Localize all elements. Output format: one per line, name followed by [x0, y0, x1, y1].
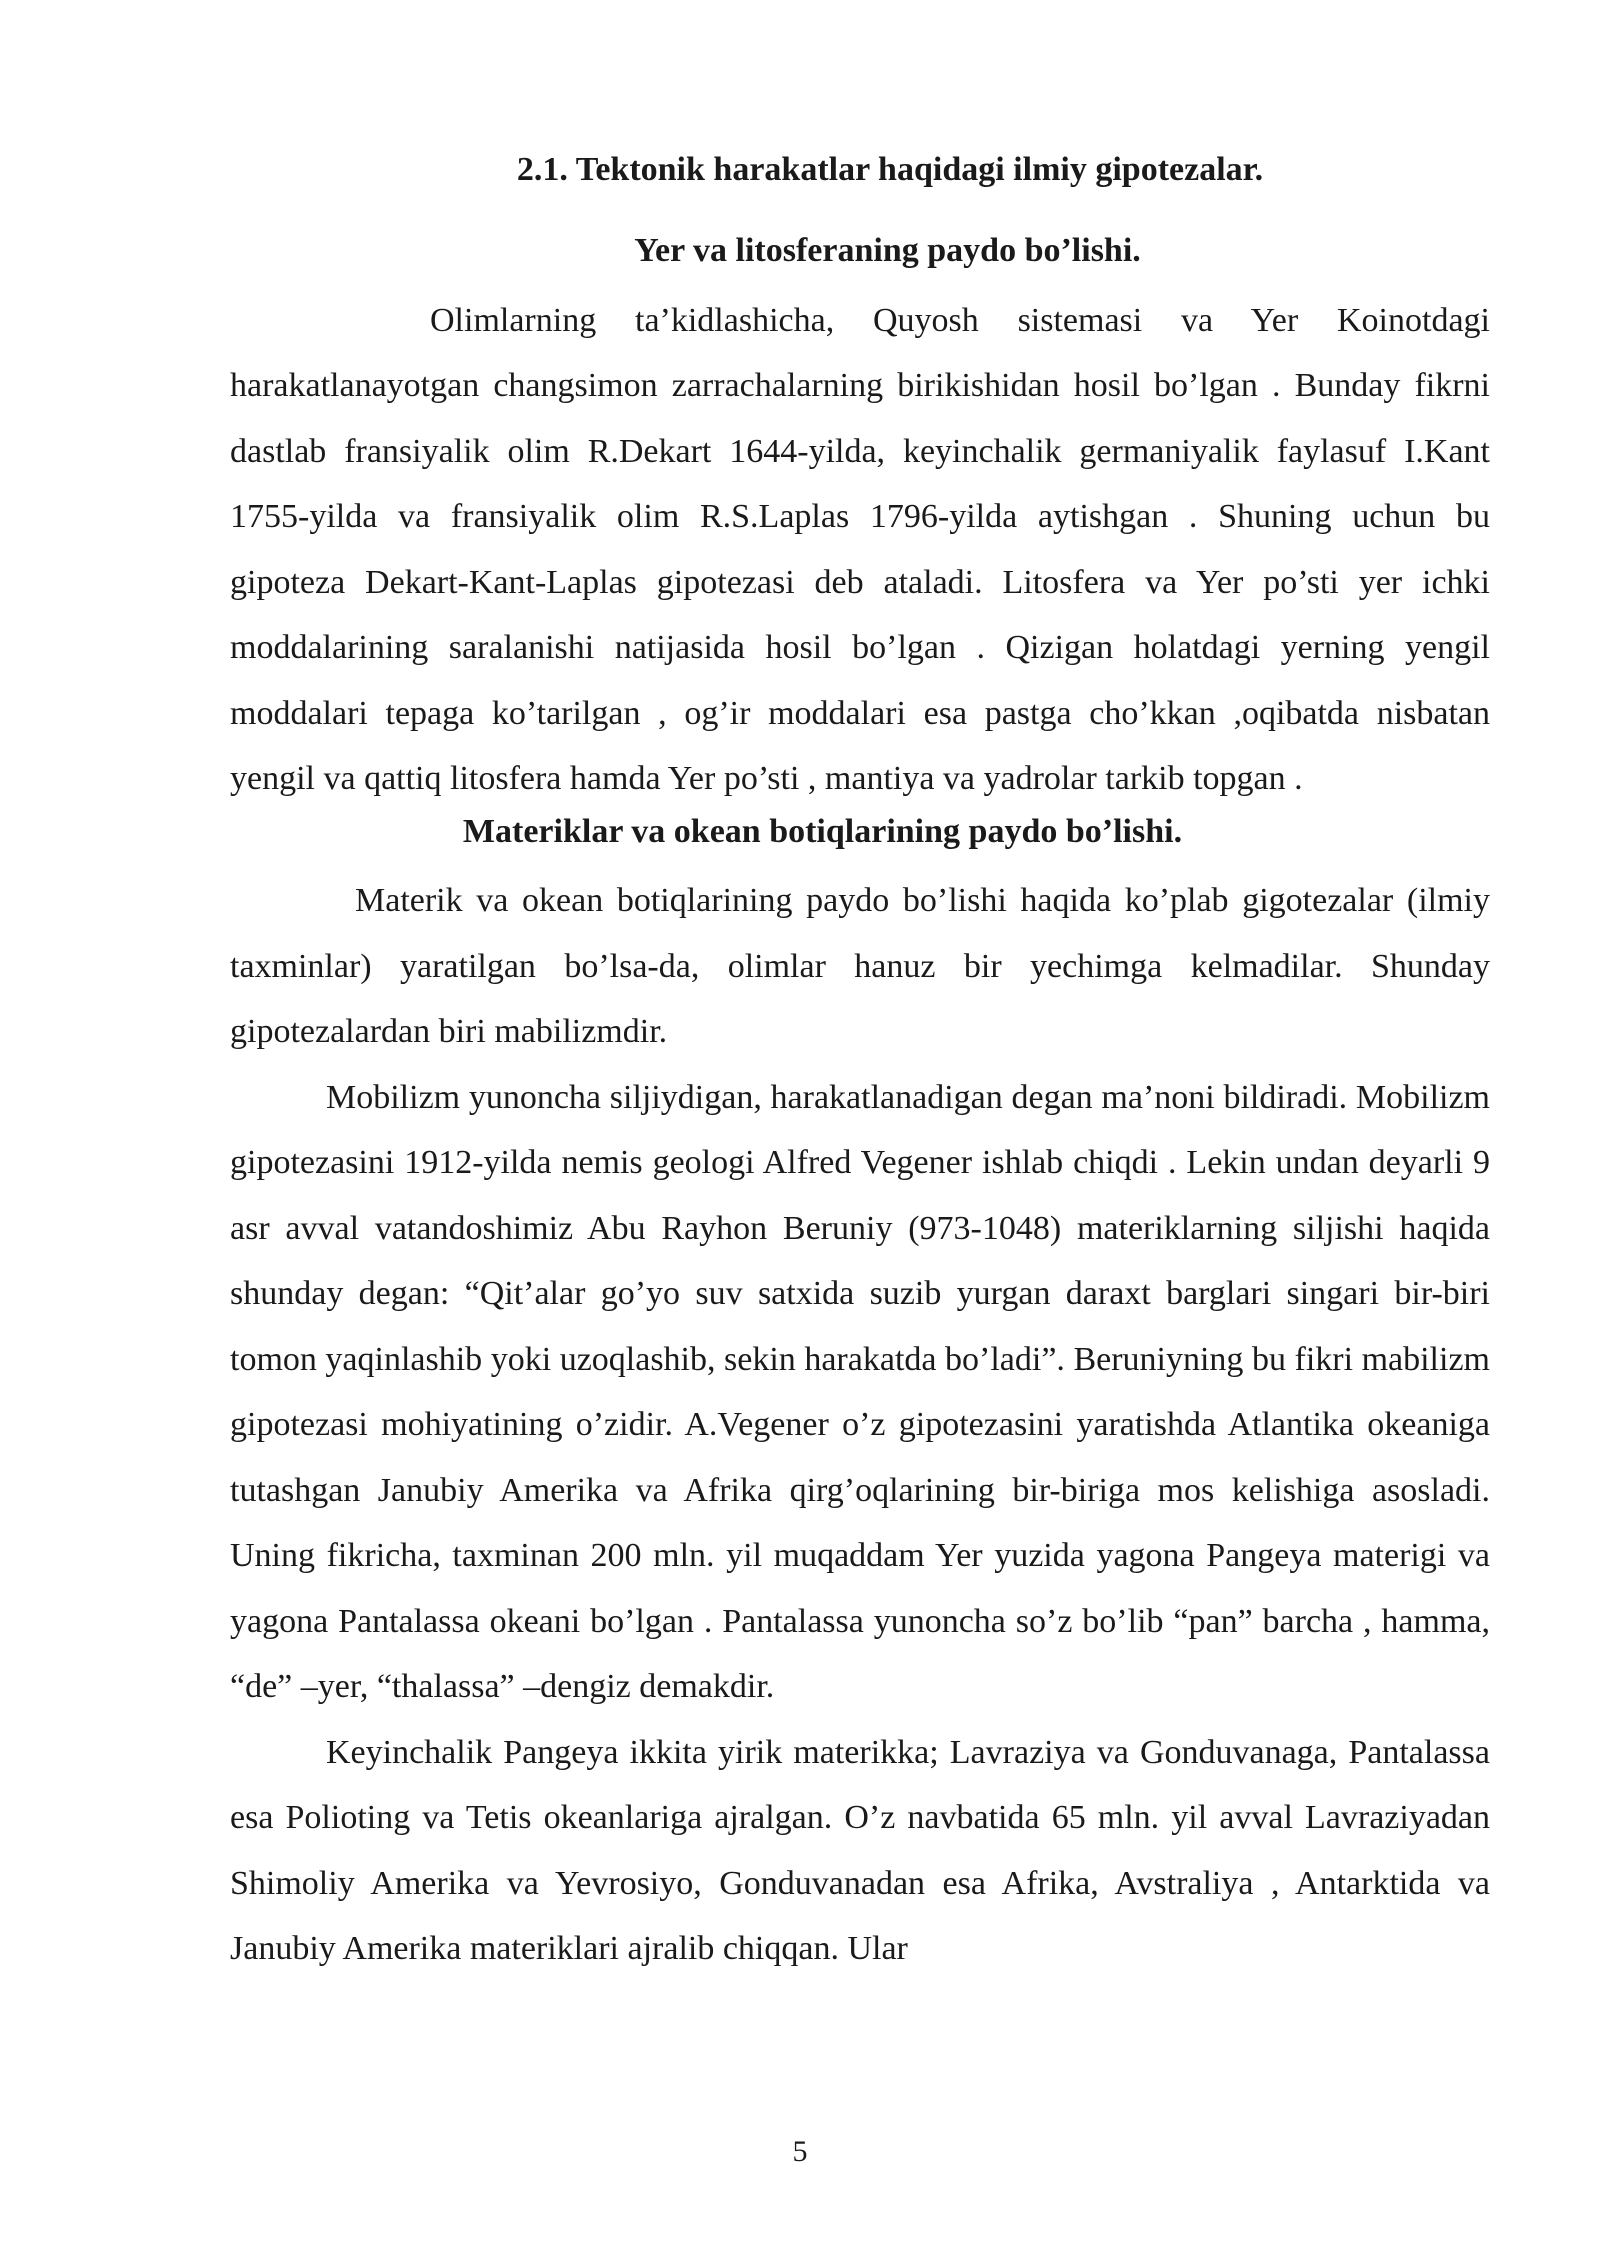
paragraph-hypotheses: Materik va okean botiqlarining paydo bo’lishi haqida ko’plab gigotezalar (ilmiy taxminlar) yaratilgan bo’lsa-da, olimlar hanuz bir yechimga kelmadilar. Shunday gipotezalardan biri mabilizmdir. — [230, 882, 1490, 1051]
subtitle-earth-lithosphere: Yer va litosferaning paydo bo’lishi. — [634, 231, 1141, 269]
subtitle-continents-ocean-basins: Materiklar va okean botiqlarining paydo bo’lishi. — [462, 812, 1183, 850]
section-title: 2.1. Tektonik harakatlar haqidagi ilmiy gipotezalar. — [516, 151, 1264, 188]
page-number: 5 — [792, 2135, 808, 2168]
paragraph-mobilism: Mobilizm yunoncha siljiydigan, harakatlanadigan degan ma’noni bildiradi. Mobilizm gipotezasini 1912-yilda nemis geologi Alfred Vegener ishlab chiqdi . Lekin undan deyarli 9 asr avval vatandoshimiz Abu Rayhon Beruniy (973-1048) materiklarning siljishi haqida shunday degan: “Qit’alar go’yo suv satxida suzib yurgan daraxt barglari singari bir-biri tomon yaqinlashib yoki uzoqlashib, sekin harakatda bo’ladi”. Beruniyning bu fikri mabilizm gipotezasi mohiyatining o’zidir. A.Vegener o’z gipotezasini yaratishda Atlantika okeaniga tutashgan Janubiy Amerika va Afrika qirg’oqlarining bir-biriga mos kelishiga asosladi. Uning fikricha, taxminan 200 mln. yil muqaddam Yer yuzida yagona Pangeya materigi va yagona Pantalassa okeani bo’lgan . Pantalassa yunoncha so’z bo’lib “pan” barcha , hamma, “de” –yer, “thalassa” –dengiz demakdir. — [230, 1078, 1490, 1706]
paragraph-origin-of-earth: Olimlarning ta’kidlashicha, Quyosh sistemasi va Yer Koinotdagi harakatlanayotgan changsimon zarrachalarning birikishidan hosil bo’lgan . Bunday fikrni dastlab fransiyalik olim R.Dekart 1644-yilda, keyinchalik germaniyalik faylasuf I.Kant 1755-yilda va fransiyalik olim R.S.Laplas 1796-yilda aytishgan . Shuning uchun bu gipoteza Dekart-Kant-Laplas gipotezasi deb ataladi. Litosfera va Yer po’sti yer ichki moddalarining saralanishi natijasida hosil bo’lgan . Qizigan holatdagi yerning yengil moddalari tepaga ko’tarilgan , og’ir moddalari esa pastga cho’kkan ,oqibatda nisbatan yengil va qattiq litosfera hamda Yer po’sti , mantiya va yadrolar tarkib topgan . — [230, 301, 1490, 798]
paragraph-pangea-split: Keyinchalik Pangeya ikkita yirik materikka; Lavraziya va Gonduvanaga, Pantalassa esa Polioting va Tetis okeanlariga ajralgan. O’z navbatida 65 mln. yil avval Lavraziyadan Shimoliy Amerika va Yevrosiyo, Gonduvanadan esa Afrika, Avstraliya , Antarktida va Janubiy Amerika materiklari ajralib chiqqan. Ular — [230, 1733, 1490, 1968]
document-page — [230, 150, 1490, 1982]
